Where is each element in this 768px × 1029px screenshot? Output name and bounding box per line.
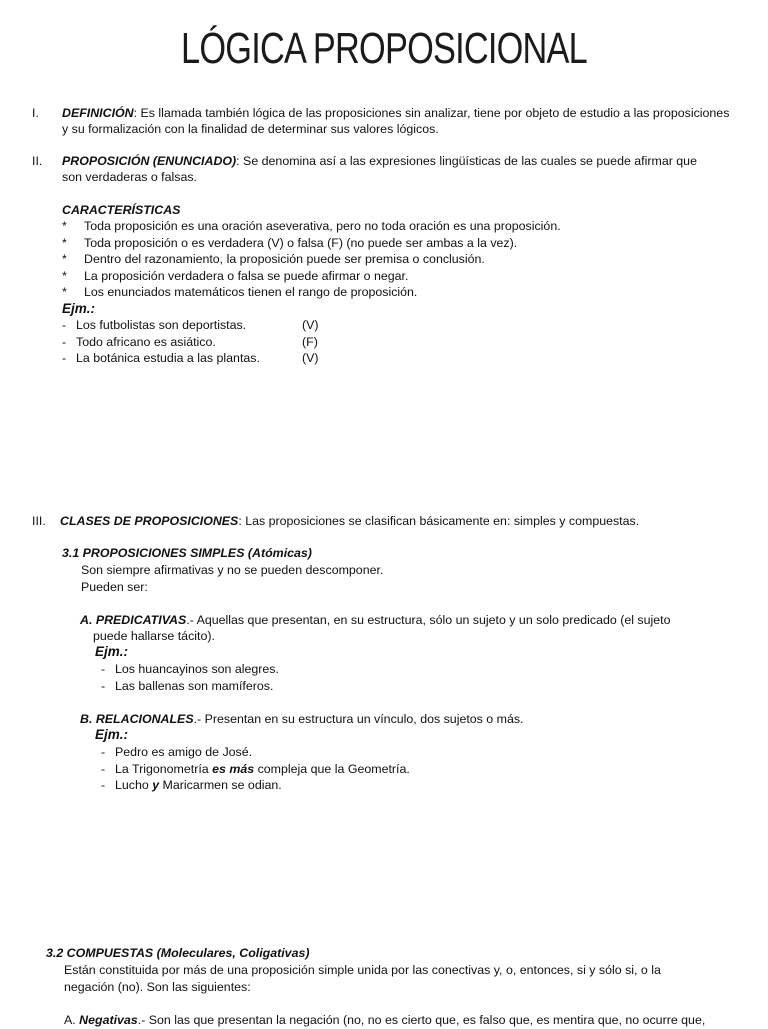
predicativas-examples (101, 661, 279, 694)
example-label: Ejm.: (62, 301, 96, 316)
list-item: * Toda proposición es una oración aseverativa, pero no toda oración es una proposición. (62, 219, 561, 233)
compound-line-1: Están constituida por más de una proposición simple unida por las conectivas y, o, entonces, si y sólo si, o la (64, 963, 661, 977)
section-1-text-2: y su formalización con la finalidad de determinar sus valores lógicos. (62, 122, 439, 136)
list-item: - Los futbolistas son deportistas. (V) (62, 318, 319, 332)
section-2-number: II. (32, 154, 43, 168)
relacionales-example-label: Ejm.: (95, 727, 129, 742)
section-1-heading: DEFINICIÓN (62, 106, 134, 120)
relacionales-examples (101, 744, 410, 794)
compound-line-2: negación (no). Son las siguientes: (64, 980, 251, 994)
predicativas-heading: A. PREDICATIVAS (80, 613, 187, 627)
section-1-line-1 (62, 105, 752, 122)
section-3-number: III. (32, 514, 46, 528)
simple-line-2: Pueden ser: (81, 580, 148, 594)
negativas-line: A. Negativas.- Son las que presentan la negación (no, no es cierto que, es falso que, es mentira que, no ocurre que, (64, 1013, 706, 1027)
predicativas-example-label: Ejm.: (95, 644, 129, 659)
predicativas-line-2: puede hallarse tácito). (93, 629, 215, 643)
list-item: * Toda proposición o es verdadera (V) o falsa (F) (no puede ser ambas a la vez). (62, 235, 518, 250)
list-item: * Dentro del razonamiento, la proposición puede ser premisa o conclusión. (62, 252, 485, 266)
section-1-number: I. (32, 106, 39, 120)
list-item: - Los huancayinos son alegres. (101, 662, 279, 676)
compound-heading: 3.2 COMPUESTAS (Moleculares, Coligativas) (46, 946, 310, 960)
predicativas-line-1: A. PREDICATIVAS.- Aquellas que presentan, en su estructura, sólo un sujeto y un solo predicado (el sujeto (80, 613, 671, 627)
section-2-heading: PROPOSICIÓN (ENUNCIADO) (62, 154, 237, 168)
section-2-text-1: : Se denomina así a las expresiones lingüísticas de las cuales se puede afirmar que (236, 154, 697, 168)
page-title: LÓGICA PROPOSICIONAL (181, 24, 587, 73)
characteristics-heading: CARACTERÍSTICAS (62, 203, 181, 217)
list-item: - La botánica estudia a las plantas. (V) (62, 351, 319, 365)
list-item: * Los enunciados matemáticos tienen el rango de proposición. (62, 285, 418, 299)
section-3-heading: CLASES DE PROPOSICIONES (60, 514, 239, 528)
simple-line-1: Son siempre afirmativas y no se pueden descomponer. (81, 563, 384, 577)
list-item: - La Trigonometría es más compleja que la Geometría. (101, 761, 410, 776)
list-item: * La proposición verdadera o falsa se puede afirmar o negar. (62, 268, 409, 283)
section-3-text: : Las proposiciones se clasifican básicamente en: simples y compuestas. (238, 514, 640, 528)
truth-value: (F) (302, 334, 318, 349)
list-item: - Pedro es amigo de José. (101, 745, 253, 759)
list-item: - Todo africano es asiático. (F) (62, 334, 318, 349)
list-item: - Las ballenas son mamíferos. (101, 678, 274, 693)
negativas-heading: Negativas (79, 1013, 138, 1027)
section-2-text-2: son verdaderas o falsas. (62, 170, 197, 184)
truth-value: (V) (302, 351, 319, 365)
truth-value: (V) (302, 318, 319, 332)
examples-list (62, 317, 382, 367)
simple-heading: 3.1 PROPOSICIONES SIMPLES (Atómicas) (62, 546, 312, 560)
section-1-text-1: : Es llamada también lógica de las proposiciones sin analizar, tiene por objeto de estudio a las proposiciones (133, 106, 730, 120)
relacionales-line: B. RELACIONALES.- Presentan en su estructura un vínculo, dos sujetos o más. (80, 712, 524, 726)
list-item: - Lucho y Maricarmen se odian. (101, 778, 282, 792)
section-2-line-1 (62, 153, 752, 170)
section-3-line (60, 513, 750, 530)
relacionales-heading: B. RELACIONALES (80, 712, 194, 726)
characteristics-list (62, 218, 561, 301)
